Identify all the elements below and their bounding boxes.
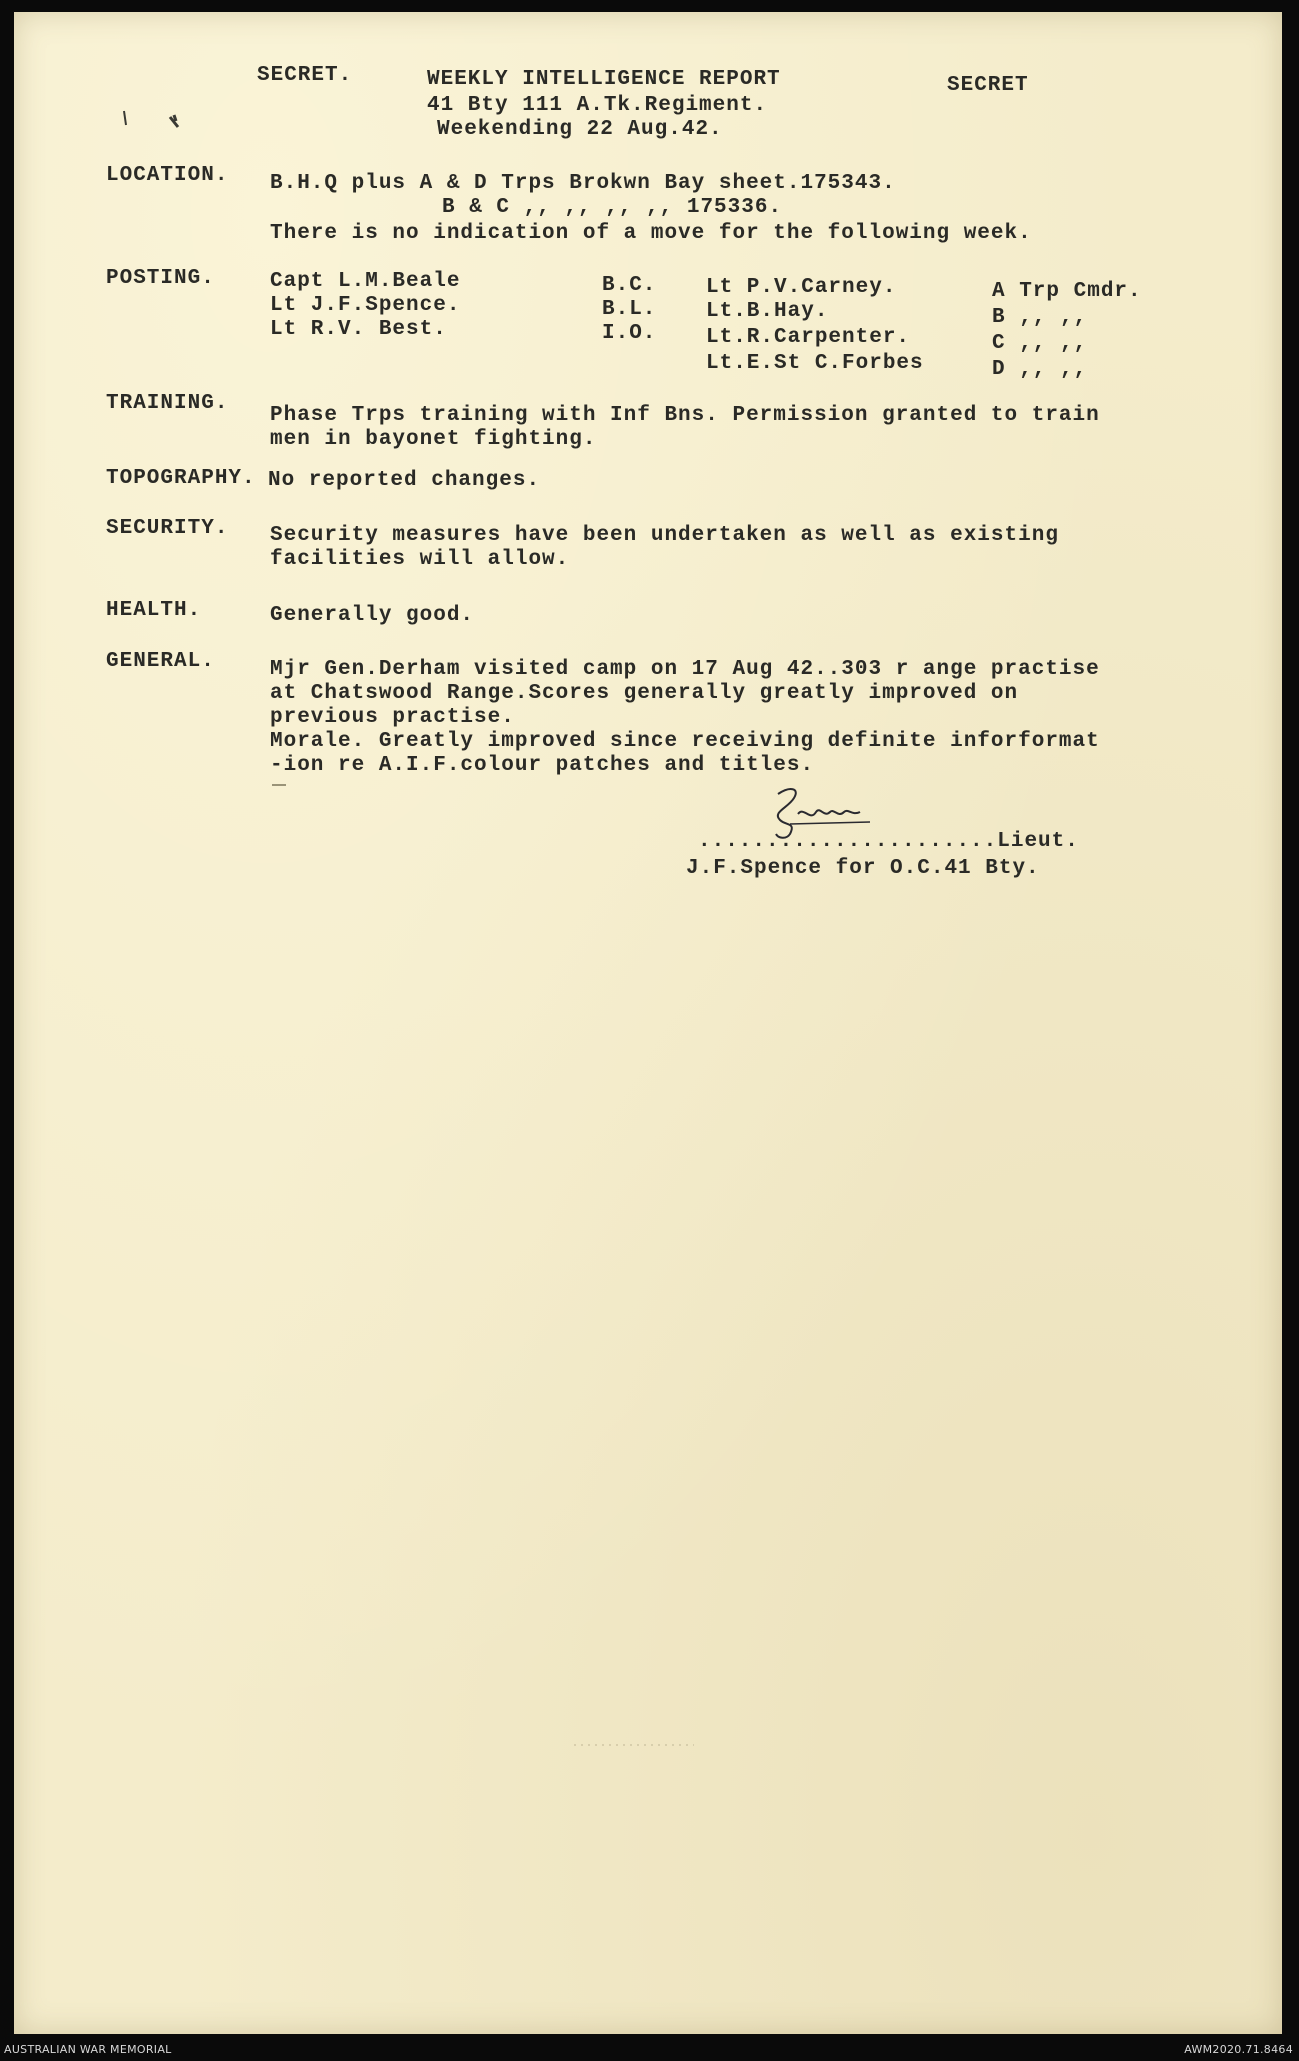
general-line-2: at Chatswood Range.Scores generally greatly improved on — [270, 682, 1019, 705]
signature-name: J.F.Spence for O.C.41 Bty. — [686, 857, 1040, 880]
training-label: TRAINING. — [106, 392, 229, 415]
faint-dots — [574, 1742, 694, 1748]
pen-mark — [118, 107, 188, 137]
posting-label: POSTING. — [106, 267, 215, 290]
topography-text: No reported changes. — [268, 469, 541, 492]
unit-line: 41 Bty 111 A.Tk.Regiment. — [427, 94, 768, 117]
general-line-3: previous practise. — [270, 706, 515, 729]
posting-trp-2: B ,, ,, — [992, 306, 1088, 329]
posting-trp-3: C ,, ,, — [992, 332, 1088, 355]
general-label: GENERAL. — [106, 650, 215, 673]
security-line-1: Security measures have been undertaken as well as existing — [270, 524, 1059, 547]
location-line-3: There is no indication of a move for the following week. — [270, 222, 1032, 245]
location-line-2: B & C ,, ,, ,, ,, 175336. — [442, 196, 783, 219]
location-label: LOCATION. — [106, 164, 229, 187]
training-line-2: men in bayonet fighting. — [270, 428, 597, 451]
general-line-1: Mjr Gen.Derham visited camp on 17 Aug 42..303 r ange practise — [270, 658, 1100, 681]
general-line-4: Morale. Greatly improved since receiving definite inforformat — [270, 730, 1100, 753]
footer-right: AWM2020.71.8464 — [1184, 2043, 1293, 2056]
location-line-1: B.H.Q plus A & D Trps Brokwn Bay sheet.175343. — [270, 172, 896, 195]
document-page — [14, 12, 1282, 2034]
topography-label: TOPOGRAPHY. — [106, 467, 256, 490]
footer-left: AUSTRALIAN WAR MEMORIAL — [4, 2043, 172, 2056]
signature-dots: ......................Lieut. — [698, 830, 1079, 853]
posting-role-2: B.L. — [602, 298, 657, 321]
health-label: HEALTH. — [106, 599, 202, 622]
posting-officer-4: Lt.E.St C.Forbes — [706, 352, 924, 375]
posting-role-3: I.O. — [602, 322, 657, 345]
stray-dash — [270, 782, 300, 788]
health-text: Generally good. — [270, 604, 475, 627]
secret-right: SECRET — [947, 74, 1029, 97]
posting-name-1: Capt L.M.Beale — [270, 270, 461, 293]
posting-trp-4: D ,, ,, — [992, 358, 1088, 381]
secret-left: SECRET. — [257, 64, 353, 87]
posting-trp-1: A Trp Cmdr. — [992, 280, 1142, 303]
posting-role-1: B.C. — [602, 274, 657, 297]
posting-officer-1: Lt P.V.Carney. — [706, 276, 897, 299]
general-line-5: -ion re A.I.F.colour patches and titles. — [270, 754, 815, 777]
posting-name-3: Lt R.V. Best. — [270, 318, 447, 341]
training-line-1: Phase Trps training with Inf Bns. Permission granted to train — [270, 404, 1100, 427]
security-line-2: facilities will allow. — [270, 548, 570, 571]
week-line: Weekending 22 Aug.42. — [437, 118, 723, 141]
posting-name-2: Lt J.F.Spence. — [270, 294, 461, 317]
report-title: WEEKLY INTELLIGENCE REPORT — [427, 68, 781, 91]
posting-officer-3: Lt.R.Carpenter. — [706, 326, 911, 349]
security-label: SECURITY. — [106, 517, 229, 540]
posting-officer-2: Lt.B.Hay. — [706, 300, 829, 323]
